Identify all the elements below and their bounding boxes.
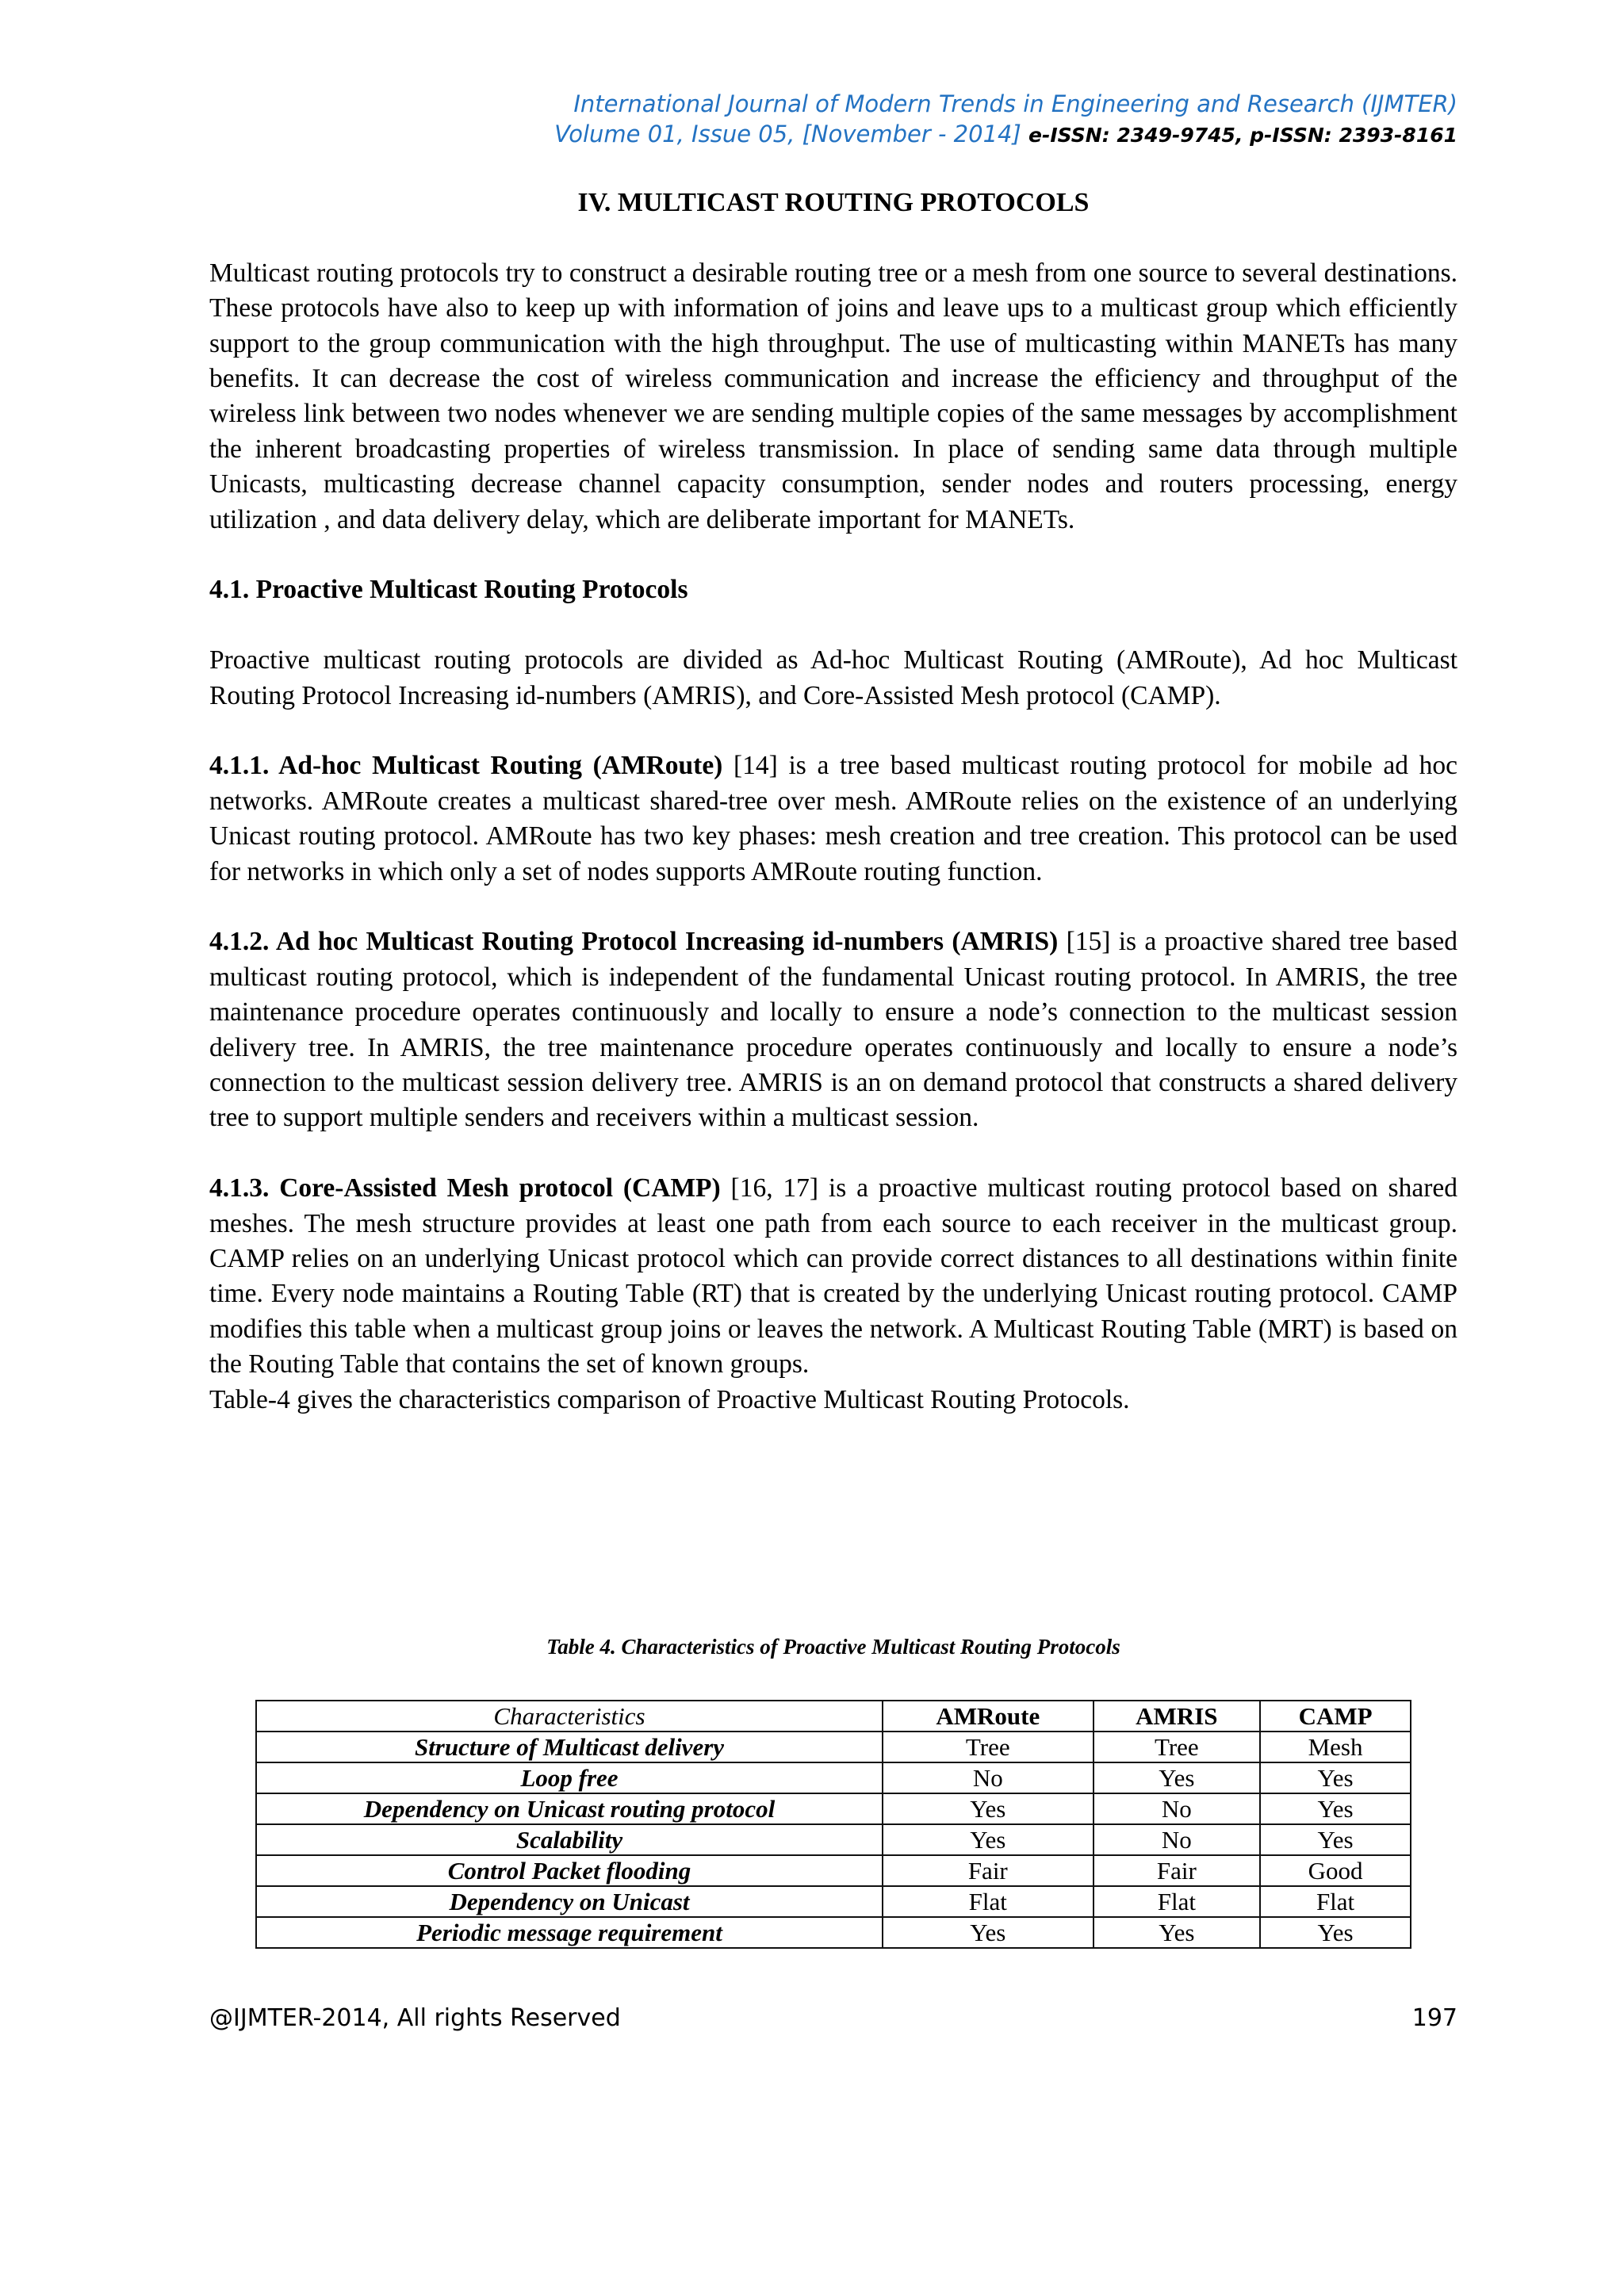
- volume-issue-line: [554, 119, 1457, 151]
- table-row: [256, 1855, 1411, 1886]
- subsection-4-1-1-text: [14] is a tree based multicast routing protocol for mobile ad hoc networks. AMRoute creates a multicast shared-tree over mesh. AMRoute relies on the existence of an underlying Unicast routing protocol. AMRoute has two key phases: mesh creation and tree creation. This protocol can be used for networks in which only a set of nodes supports AMRoute routing function.: [209, 751, 1457, 886]
- table-row: [256, 1886, 1411, 1917]
- table-header-row: [256, 1701, 1411, 1732]
- row-label: Periodic message requirement: [256, 1917, 883, 1948]
- issn-numbers: e-ISSN: 2349-9745, p-ISSN: 2393-8161: [1028, 124, 1457, 147]
- subsection-4-1-paragraph: Proactive multicast routing protocols are divided as Ad-hoc Multicast Routing (AMRoute), Ad hoc Multicast Routing Protocol Increasing id-numbers (AMRIS), and Core-Assisted Mesh protocol (CAMP).: [209, 645, 1457, 710]
- column-header-characteristics: Characteristics: [256, 1701, 883, 1732]
- copyright-notice: @IJMTER-2014, All rights Reserved: [209, 2004, 621, 2032]
- subsection-heading-4-1-1: 4.1.1. Ad-hoc Multicast Routing (AMRoute): [209, 751, 723, 781]
- table-intro-sentence: Table-4 gives the characteristics comparison of Proactive Multicast Routing Protocols.: [209, 1384, 1130, 1414]
- cell-camp: Flat: [1260, 1886, 1411, 1917]
- column-header-camp: CAMP: [1260, 1701, 1411, 1732]
- cell-camp: Yes: [1260, 1824, 1411, 1855]
- table-row: [256, 1917, 1411, 1948]
- cell-amroute: Tree: [883, 1732, 1094, 1762]
- cell-amris: No: [1094, 1824, 1261, 1855]
- table-row: [256, 1762, 1411, 1793]
- cell-amris: No: [1094, 1793, 1261, 1824]
- cell-amroute: Yes: [883, 1917, 1094, 1948]
- row-label: Dependency on Unicast routing protocol: [256, 1793, 883, 1824]
- running-header: [554, 89, 1457, 151]
- table-row: [256, 1793, 1411, 1824]
- characteristics-table: [255, 1700, 1411, 1949]
- cell-amroute: Flat: [883, 1886, 1094, 1917]
- page-footer: [209, 2004, 1457, 2032]
- row-label: Structure of Multicast delivery: [256, 1732, 883, 1762]
- subsection-heading-4-1-3: 4.1.3. Core-Assisted Mesh protocol (CAMP): [209, 1173, 721, 1203]
- body-text: [209, 186, 1457, 1418]
- row-label: Scalability: [256, 1824, 883, 1855]
- intro-paragraph: Multicast routing protocols try to construct a desirable routing tree or a mesh from one source to several destinations. These protocols have also to keep up with information of joins and leave ups to a multicast group which efficiently support to the group communication with the high throughput. The use of multicasting within MANETs has many benefits. It can decrease the cost of wireless communication and increase the efficiency and throughput of the wireless link between two nodes whenever we are sending multiple copies of the same messages by accomplishment the inherent broadcasting properties of wireless transmission. In place of sending same data through multiple Unicasts, multicasting decrease channel capacity consumption, sender nodes and routers processing, energy utilization , and data delivery delay, which are deliberate important for MANETs.: [209, 258, 1457, 534]
- subsection-4-1-3-text: [16, 17] is a proactive multicast routing protocol based on shared meshes. The mesh structure provides at least one path from each source to each receiver in the multicast group. CAMP relies on an underlying Unicast protocol which can provide correct distances to all destinations within finite time. Every node maintains a Routing Table (RT) that is created by the underlying Unicast routing protocol. CAMP modifies this table when a multicast group joins or leaves the network. A Multicast Routing Table (MRT) is based on the Routing Table that contains the set of known groups.: [209, 1173, 1457, 1380]
- section-title: IV. MULTICAST ROUTING PROTOCOLS: [577, 188, 1090, 217]
- cell-amris: Fair: [1094, 1855, 1261, 1886]
- cell-camp: Yes: [1260, 1917, 1411, 1948]
- volume-issue: Volume 01, Issue 05, [November - 2014]: [554, 121, 1021, 147]
- column-header-amroute: AMRoute: [883, 1701, 1094, 1732]
- subsection-4-1-2-paragraph: [209, 924, 1457, 1135]
- cell-camp: Good: [1260, 1855, 1411, 1886]
- cell-amroute: Yes: [883, 1824, 1094, 1855]
- table-caption: Table 4. Characteristics of Proactive Multicast Routing Protocols: [546, 1635, 1120, 1659]
- subsection-heading-4-1-2: 4.1.2. Ad hoc Multicast Routing Protocol Increasing id-numbers (AMRIS): [209, 927, 1059, 957]
- cell-camp: Yes: [1260, 1762, 1411, 1793]
- cell-amroute: No: [883, 1762, 1094, 1793]
- cell-amris: Tree: [1094, 1732, 1261, 1762]
- cell-amris: Yes: [1094, 1917, 1261, 1948]
- column-header-amris: AMRIS: [1094, 1701, 1261, 1732]
- subsection-heading-4-1: 4.1. Proactive Multicast Routing Protocols: [209, 575, 688, 605]
- cell-amroute: Yes: [883, 1793, 1094, 1824]
- cell-camp: Mesh: [1260, 1732, 1411, 1762]
- journal-title: International Journal of Modern Trends in Engineering and Research (IJMTER): [573, 90, 1457, 117]
- row-label: Control Packet flooding: [256, 1855, 883, 1886]
- row-label: Dependency on Unicast: [256, 1886, 883, 1917]
- subsection-4-1-2-text: [15] is a proactive shared tree based multicast routing protocol, which is independent of the fundamental Unicast routing protocol. In AMRIS, the tree maintenance procedure operates continuously and locally to ensure a node’s connection to the multicast session delivery tree. In AMRIS, the tree maintenance procedure operates continuously and locally to ensure a node’s connection to the multicast session delivery tree. AMRIS is an on demand protocol that constructs a shared delivery tree to support multiple senders and receivers within a multicast session.: [209, 927, 1457, 1133]
- cell-amroute: Fair: [883, 1855, 1094, 1886]
- subsection-4-1-3-paragraph: [209, 1171, 1457, 1382]
- cell-amris: Yes: [1094, 1762, 1261, 1793]
- cell-camp: Yes: [1260, 1793, 1411, 1824]
- row-label: Loop free: [256, 1762, 883, 1793]
- table-row: [256, 1824, 1411, 1855]
- subsection-4-1-1-paragraph: [209, 748, 1457, 890]
- table-row: [256, 1732, 1411, 1762]
- cell-amris: Flat: [1094, 1886, 1261, 1917]
- page-number: 197: [1411, 2004, 1457, 2032]
